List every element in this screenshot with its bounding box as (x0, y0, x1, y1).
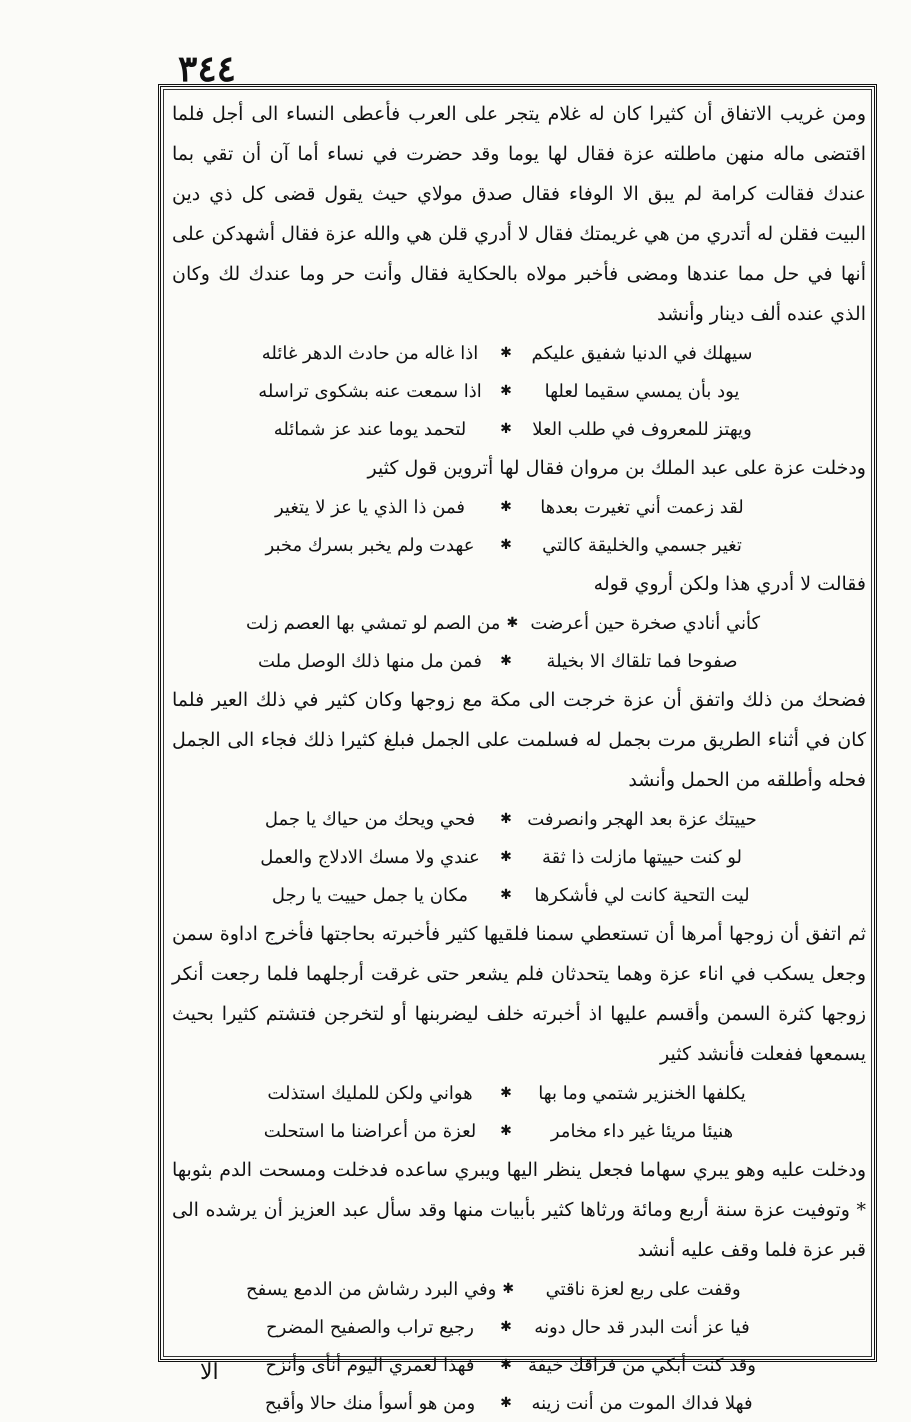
star-separator-icon: ✱ (500, 537, 512, 553)
verse-first-hemistich: ويهتز للمعروف في طلب العلا (532, 418, 752, 440)
verse-first-hemistich: هنيئا مريئا غير داء مخامر (550, 1120, 734, 1142)
verse-first-hemistich: سيهلك في الدنيا شفيق عليكم (531, 342, 753, 364)
verse-second-hemistich: لعزة من أعراضنا ما استحلت (263, 1120, 477, 1142)
star-separator-icon: ✱ (500, 1319, 512, 1335)
verse-second-hemistich: فحي ويحك من حياك يا جمل (264, 808, 476, 830)
verse-second-hemistich: ومن هو أسوأ منك حالا وأقبح (264, 1392, 476, 1414)
verse-second-hemistich: عندي ولا مسك الادلاج والعمل (260, 846, 480, 868)
verse-first-hemistich: حييتك عزة بعد الهجر وانصرفت (527, 808, 757, 830)
star-separator-icon: ✱ (500, 1085, 512, 1101)
verse-first-hemistich: وقد كنت أبكي من فراقك خيفة (528, 1354, 756, 1376)
verse-second-hemistich: هواني ولكن للمليك استذلت (267, 1082, 473, 1104)
star-separator-icon: ✱ (500, 887, 512, 903)
verse (246, 1384, 766, 1422)
verse (246, 334, 766, 372)
star-separator-icon: ✱ (500, 1395, 512, 1411)
paragraph: فقالت لا أدري هذا ولكن أروي قوله (593, 573, 866, 595)
verse (246, 1270, 766, 1308)
star-separator-icon: ✱ (506, 615, 519, 631)
star-separator-icon: ✱ (500, 383, 512, 399)
paragraph: ودخلت عليه وهو يبري سهاما فجعل ينظر اليها ويبري ساعده فدخلت ومسحت الدم بثوبها * وتوفيت عزة سنة أربع ومائة ورثاها كثير بأبيات منها وقد سأل عبد العزيز أن يرشده الى قبر عزة فلما وقف عليه أنشد (172, 1159, 866, 1261)
verse-first-hemistich: تغير جسمي والخليقة كالتي (542, 534, 742, 556)
verse-second-hemistich: من الصم لو تمشي بها العصم زلت (246, 612, 501, 634)
verse-second-hemistich: رجيع تراب والصفيح المضرح (266, 1316, 474, 1338)
paragraph: ومن غريب الاتفاق أن كثيرا كان له غلام يتجر على العرب فأعطى النساء الى أجل فلما اقتضى ماله منهن ماطلته عزة فقال لها يوما وقد حضرت في نساء أما آن أن تقي بما عندك فقالت كرامة لم يبق الا الوفاء فقال صدق مولاي حيث يقول قضى كل ذي دين البيت فقلن له أتدري من هي غريمتك فقال لا أدري قلن هي والله عزة فقال أشهدكن على أنها في حل مما عندها ومضى فأخبر مولاه بالحكاية فقال وأنت حر وما عندك لك وكان الذي عنده ألف دينار وأنشد (172, 103, 866, 325)
verse-first-hemistich: يود بأن يمسي سقيما لعلها (544, 380, 740, 402)
verse (246, 1074, 766, 1112)
verse (246, 604, 766, 642)
verse (246, 1346, 766, 1384)
star-separator-icon: ✱ (500, 653, 512, 669)
star-separator-icon: ✱ (500, 499, 512, 515)
verse-second-hemistich: فمن مل منها ذلك الوصل ملت (257, 650, 483, 672)
verse (246, 876, 766, 914)
star-separator-icon: ✱ (500, 421, 512, 437)
verse-first-hemistich: فيا عز أنت البدر قد حال دونه (534, 1316, 750, 1338)
paragraph: ثم اتفق أن زوجها أمرها أن تستعطي سمنا فلقيها كثير فأخبرته بحاجتها فأخرج اداوة سمن وجعل يسكب في اناء عزة وهما يتحدثان فلم يشعر حتى غرقت أرجلهما فلما رجعت أنكر زوجها كثرة السمن وأقسم عليها اذ أخبرته خلف ليضربنها أو لتخرجن فتشتم كثيرا بحيث يسمعها ففعلت فأنشد كثير (172, 923, 866, 1065)
star-separator-icon: ✱ (500, 1123, 512, 1139)
verse-first-hemistich: يكلفها الخنزير شتمي وما بها (538, 1082, 746, 1104)
verse (246, 642, 766, 680)
verse (246, 372, 766, 410)
star-separator-icon: ✱ (500, 345, 512, 361)
verse-second-hemistich: اذا غاله من حادث الدهر غائله (261, 342, 479, 364)
page-number: ٣٤٤ (178, 48, 237, 90)
verse (246, 1308, 766, 1346)
verse-first-hemistich: وقفت على ربع لعزة ناقتي (545, 1278, 741, 1300)
paragraph: فضحك من ذلك واتفق أن عزة خرجت الى مكة مع زوجها وكان كثير في ذلك العير فلما كان في أثناء الطريق مرت بجمل له فسلمت على الجمل فبلغ كثيرا ذلك فجاء الى الجمل فحله وأطلقه من الحمل وأنشد (172, 689, 866, 791)
verse-second-hemistich: عهدت ولم يخبر بسرك مخبر (265, 534, 475, 556)
verse (246, 488, 766, 526)
verse (246, 800, 766, 838)
star-separator-icon: ✱ (500, 1357, 512, 1373)
verse-first-hemistich: فهلا فداك الموت من أنت زينه (531, 1392, 753, 1414)
verse (246, 1112, 766, 1150)
verse-second-hemistich: وفي البرد رشاش من الدمع يسفح (246, 1278, 497, 1300)
verse-first-hemistich: لو كنت حييتها مازلت ذا ثقة (541, 846, 743, 868)
verse-second-hemistich: فهذا لعمري اليوم أنأى وأنزح (265, 1354, 475, 1376)
verse-first-hemistich: ليت التحية كانت لي فأشكرها (534, 884, 750, 906)
star-separator-icon: ✱ (500, 849, 512, 865)
text-body (172, 94, 866, 1414)
verse-second-hemistich: فمن ذا الذي يا عز لا يتغير (274, 496, 465, 518)
star-separator-icon: ✱ (502, 1281, 515, 1297)
paragraph: ودخلت عزة على عبد الملك بن مروان فقال لها أتروين قول كثير (367, 457, 866, 479)
verse-second-hemistich: اذا سمعت عنه بشكوى تراسله (258, 380, 482, 402)
star-separator-icon: ✱ (500, 811, 512, 827)
verse (246, 410, 766, 448)
verse (246, 526, 766, 564)
footer-catchword: الا (200, 1360, 219, 1385)
verse-first-hemistich: كأني أنادي صخرة حين أعرضت (530, 612, 761, 634)
verse (246, 838, 766, 876)
verse-first-hemistich: لقد زعمت أني تغيرت بعدها (540, 496, 744, 518)
verse-second-hemistich: مكان يا جمل حييت يا رجل (271, 884, 469, 906)
verse-first-hemistich: صفوحا فما تلقاك الا بخيلة (546, 650, 738, 672)
verse-second-hemistich: لتحمد يوما عند عز شمائله (273, 418, 467, 440)
